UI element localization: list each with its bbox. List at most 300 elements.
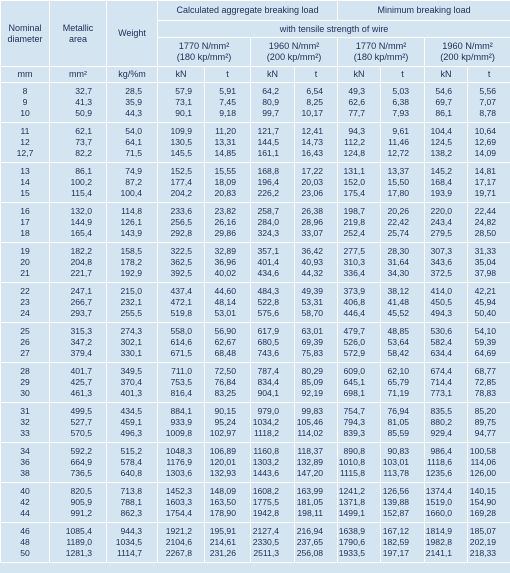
cell-min-1770-t: 126,56: [381, 483, 425, 498]
cell-nominal-diameter: 36: [1, 457, 50, 468]
cell-calc-1960-kn: 434,6: [251, 268, 295, 283]
cell-min-1770-kn: 1115,8: [338, 468, 381, 483]
cell-metallic-area: 182,2: [50, 243, 107, 258]
cell-calc-1770-kn: 57,9: [158, 83, 205, 98]
cell-min-1960-kn: 1519,0: [425, 497, 468, 508]
cell-calc-1770-t: 13,31: [205, 137, 251, 148]
cell-weight: 459,1: [107, 417, 158, 428]
cell-calc-1960-kn: 2330,5: [251, 537, 295, 548]
table-row: [1, 243, 510, 258]
cell-min-1770-kn: 526,0: [338, 337, 381, 348]
cell-nominal-diameter: 10: [1, 108, 50, 123]
cell-nominal-diameter: 33: [1, 428, 50, 443]
cell-metallic-area: 592,2: [50, 443, 107, 458]
cell-min-1960-kn: 530,6: [425, 323, 468, 338]
cell-min-1770-kn: 839,3: [338, 428, 381, 443]
cell-calc-1770-kn: 711,0: [158, 363, 205, 378]
cell-weight: 578,4: [107, 457, 158, 468]
cell-calc-1960-kn: 80,9: [251, 97, 295, 108]
cell-nominal-diameter: 25: [1, 323, 50, 338]
cell-calc-1960-t: 49,39: [295, 283, 338, 298]
cell-metallic-area: 570,5: [50, 428, 107, 443]
cell-min-1770-t: 197,17: [381, 548, 425, 563]
cell-min-1960-kn: 1118,6: [425, 457, 468, 468]
cell-min-1960-kn: 714,4: [425, 377, 468, 388]
cell-calc-1770-t: 26,16: [205, 217, 251, 228]
cell-calc-1960-t: 216,94: [295, 523, 338, 538]
cell-metallic-area: 315,3: [50, 323, 107, 338]
cell-weight: 370,4: [107, 377, 158, 388]
cell-metallic-area: 115,4: [50, 188, 107, 203]
cell-weight: 255,5: [107, 308, 158, 323]
cell-calc-1960-t: 237,65: [295, 537, 338, 548]
cell-calc-1960-t: 23,06: [295, 188, 338, 203]
cell-min-1770-t: 103,01: [381, 457, 425, 468]
cell-min-1770-t: 13,37: [381, 163, 425, 178]
cell-min-1960-t: 12,69: [468, 137, 510, 148]
cell-calc-1960-t: 20,03: [295, 177, 338, 188]
unit-min-1770-kn: kN: [338, 67, 381, 83]
cell-weight: 64,1: [107, 137, 158, 148]
cell-calc-1960-t: 58,70: [295, 308, 338, 323]
cell-nominal-diameter: 15: [1, 188, 50, 203]
cell-weight: 232,1: [107, 297, 158, 308]
cell-calc-1960-kn: 1034,2: [251, 417, 295, 428]
cell-metallic-area: 247,1: [50, 283, 107, 298]
cell-nominal-diameter: 50: [1, 548, 50, 563]
table-row: [1, 337, 510, 348]
cell-calc-1770-t: 163,50: [205, 497, 251, 508]
cell-metallic-area: 401,7: [50, 363, 107, 378]
cell-min-1770-kn: 1010,8: [338, 457, 381, 468]
cell-calc-1960-t: 75,83: [295, 348, 338, 363]
cell-calc-1960-t: 16,43: [295, 148, 338, 163]
table-row: [1, 97, 510, 108]
cell-nominal-diameter: 12: [1, 137, 50, 148]
cell-nominal-diameter: 23: [1, 297, 50, 308]
cell-metallic-area: 41,3: [50, 97, 107, 108]
cell-min-1770-t: 71,19: [381, 388, 425, 403]
table-row: [1, 123, 510, 138]
cell-calc-1770-kn: 519,8: [158, 308, 205, 323]
cell-metallic-area: 499,5: [50, 403, 107, 418]
header-row-groups: [1, 1, 510, 21]
cell-nominal-diameter: 30: [1, 388, 50, 403]
cell-calc-1960-t: 36,42: [295, 243, 338, 258]
cell-nominal-diameter: 9: [1, 97, 50, 108]
cell-metallic-area: 991,2: [50, 508, 107, 523]
cell-calc-1770-t: 44,60: [205, 283, 251, 298]
cell-nominal-diameter: 40: [1, 483, 50, 498]
cell-calc-1960-kn: 834,4: [251, 377, 295, 388]
cell-min-1770-kn: 1241,2: [338, 483, 381, 498]
row-group: [1, 523, 510, 563]
row-group: [1, 163, 510, 203]
cell-min-1960-t: 7,07: [468, 97, 510, 108]
cell-calc-1960-kn: 522,8: [251, 297, 295, 308]
cell-min-1960-kn: 929,4: [425, 428, 468, 443]
cell-calc-1770-t: 23,82: [205, 203, 251, 218]
cell-min-1770-kn: 794,3: [338, 417, 381, 428]
cell-calc-1770-kn: 884,1: [158, 403, 205, 418]
cell-metallic-area: 204,8: [50, 257, 107, 268]
strength-kp-label: (200 kp/mm²): [266, 52, 322, 62]
cell-metallic-area: 293,7: [50, 308, 107, 323]
cell-calc-1770-t: 83,25: [205, 388, 251, 403]
cell-min-1960-t: 50,40: [468, 308, 510, 323]
cell-min-1960-t: 19,71: [468, 188, 510, 203]
cell-calc-1960-kn: 979,0: [251, 403, 295, 418]
cell-calc-1960-t: 40,93: [295, 257, 338, 268]
cell-min-1770-kn: 373,9: [338, 283, 381, 298]
cell-weight: 1034,5: [107, 537, 158, 548]
cell-min-1770-kn: 152,0: [338, 177, 381, 188]
cell-nominal-diameter: 27: [1, 348, 50, 363]
cell-metallic-area: 425,7: [50, 377, 107, 388]
cell-nominal-diameter: 46: [1, 523, 50, 538]
cell-min-1770-t: 15,50: [381, 177, 425, 188]
cell-calc-1960-kn: 196,4: [251, 177, 295, 188]
header-nominal-diameter: [1, 1, 50, 67]
row-group: [1, 403, 510, 443]
cell-calc-1770-t: 214,61: [205, 537, 251, 548]
cell-min-1960-kn: 54,6: [425, 83, 468, 98]
cell-min-1770-t: 31,64: [381, 257, 425, 268]
cell-calc-1960-kn: 680,5: [251, 337, 295, 348]
cell-min-1770-t: 81,05: [381, 417, 425, 428]
cell-calc-1770-t: 90,15: [205, 403, 251, 418]
cell-min-1770-kn: 277,5: [338, 243, 381, 258]
cell-weight: 143,9: [107, 228, 158, 243]
cell-weight: 44,3: [107, 108, 158, 123]
cell-calc-1960-kn: 324,3: [251, 228, 295, 243]
cell-calc-1770-t: 102,97: [205, 428, 251, 443]
cell-metallic-area: 1085,4: [50, 523, 107, 538]
cell-weight: 192,9: [107, 268, 158, 283]
cell-calc-1960-t: 69,39: [295, 337, 338, 348]
cell-nominal-diameter: 8: [1, 83, 50, 98]
strength-si-label: 1960 N/mm²: [442, 41, 493, 51]
cell-min-1770-t: 113,78: [381, 468, 425, 483]
cell-min-1960-t: 35,04: [468, 257, 510, 268]
cell-min-1770-kn: 112,2: [338, 137, 381, 148]
cell-metallic-area: 1189,0: [50, 537, 107, 548]
cell-calc-1770-t: 9,18: [205, 108, 251, 123]
cell-calc-1770-t: 7,45: [205, 97, 251, 108]
cell-min-1770-kn: 645,1: [338, 377, 381, 388]
unit-metallic-area: mm²: [50, 67, 107, 83]
cell-weight: 434,5: [107, 403, 158, 418]
cell-calc-1770-kn: 292,8: [158, 228, 205, 243]
cell-weight: 330,1: [107, 348, 158, 363]
cell-min-1960-t: 89,75: [468, 417, 510, 428]
cell-calc-1960-kn: 1775,5: [251, 497, 295, 508]
cell-min-1960-kn: 372,5: [425, 268, 468, 283]
cell-calc-1770-kn: 1921,2: [158, 523, 205, 538]
cell-calc-1770-t: 95,24: [205, 417, 251, 428]
cell-calc-1770-t: 178,90: [205, 508, 251, 523]
unit-min-1960-kn: kN: [425, 67, 468, 83]
cell-weight: 496,3: [107, 428, 158, 443]
cell-calc-1770-kn: 558,0: [158, 323, 205, 338]
cell-calc-1960-kn: 1118,2: [251, 428, 295, 443]
cell-calc-1960-t: 85,09: [295, 377, 338, 388]
cell-min-1960-kn: 634,4: [425, 348, 468, 363]
cell-min-1770-t: 41,48: [381, 297, 425, 308]
cell-weight: 713,8: [107, 483, 158, 498]
cell-min-1770-t: 152,87: [381, 508, 425, 523]
table-row: [1, 283, 510, 298]
cell-calc-1960-t: 181,05: [295, 497, 338, 508]
cell-min-1770-t: 139,88: [381, 497, 425, 508]
cell-calc-1960-kn: 1160,8: [251, 443, 295, 458]
cell-calc-1960-kn: 617,9: [251, 323, 295, 338]
cell-min-1770-kn: 754,7: [338, 403, 381, 418]
table-row: [1, 257, 510, 268]
cell-calc-1960-kn: 743,6: [251, 348, 295, 363]
cell-min-1960-t: 14,81: [468, 163, 510, 178]
table-row: [1, 388, 510, 403]
cell-calc-1960-t: 147,20: [295, 468, 338, 483]
cell-min-1770-t: 34,30: [381, 268, 425, 283]
cell-min-1960-t: 140,15: [468, 483, 510, 498]
table-row: [1, 483, 510, 498]
cell-weight: 349,5: [107, 363, 158, 378]
cell-min-1770-kn: 609,0: [338, 363, 381, 378]
cell-weight: 640,8: [107, 468, 158, 483]
cell-calc-1770-t: 148,09: [205, 483, 251, 498]
strength-si-label: 1770 N/mm²: [355, 41, 407, 51]
row-group: [1, 323, 510, 363]
cell-min-1960-kn: 1374,4: [425, 483, 468, 498]
cell-calc-1770-t: 11,20: [205, 123, 251, 138]
cell-min-1960-t: 202,19: [468, 537, 510, 548]
cell-weight: 35,9: [107, 97, 158, 108]
cell-calc-1960-kn: 2127,4: [251, 523, 295, 538]
cell-nominal-diameter: 32: [1, 417, 50, 428]
cell-calc-1960-t: 10,17: [295, 108, 338, 123]
cell-calc-1770-kn: 392,5: [158, 268, 205, 283]
row-group: [1, 83, 510, 123]
cell-weight: 100,4: [107, 188, 158, 203]
cell-min-1960-t: 72,85: [468, 377, 510, 388]
header-tensile-strength-note: with tensile strength of wire: [158, 21, 510, 38]
cell-nominal-diameter: 21: [1, 268, 50, 283]
cell-min-1960-t: 85,20: [468, 403, 510, 418]
cell-calc-1770-t: 40,02: [205, 268, 251, 283]
strength-kp-label: (180 kp/mm²): [176, 52, 232, 62]
cell-calc-1770-kn: 1603,3: [158, 497, 205, 508]
cell-min-1960-kn: 880,2: [425, 417, 468, 428]
cell-weight: 788,1: [107, 497, 158, 508]
cell-nominal-diameter: 12,7: [1, 148, 50, 163]
cell-min-1770-t: 17,80: [381, 188, 425, 203]
cell-min-1770-t: 25,74: [381, 228, 425, 243]
cell-min-1960-kn: 168,4: [425, 177, 468, 188]
cell-calc-1960-kn: 575,6: [251, 308, 295, 323]
cell-min-1960-kn: 193,9: [425, 188, 468, 203]
cell-calc-1960-t: 17,22: [295, 163, 338, 178]
header-weight-label: Weight: [118, 28, 146, 38]
cell-calc-1960-kn: 1608,2: [251, 483, 295, 498]
cell-calc-1770-kn: 362,5: [158, 257, 205, 268]
cell-nominal-diameter: 42: [1, 497, 50, 508]
cell-min-1770-kn: 1790,6: [338, 537, 381, 548]
header-strength-calc-1770: [158, 38, 251, 67]
cell-min-1770-t: 182,59: [381, 537, 425, 548]
cell-min-1960-t: 68,77: [468, 363, 510, 378]
cell-calc-1770-kn: 2267,8: [158, 548, 205, 563]
cell-calc-1770-t: 120,01: [205, 457, 251, 468]
cell-weight: 87,2: [107, 177, 158, 188]
table-row: [1, 188, 510, 203]
row-group: [1, 363, 510, 403]
table-row: [1, 417, 510, 428]
cell-metallic-area: 820,5: [50, 483, 107, 498]
cell-weight: 74,9: [107, 163, 158, 178]
cell-min-1770-t: 11,46: [381, 137, 425, 148]
cell-min-1770-t: 7,93: [381, 108, 425, 123]
cell-calc-1960-t: 44,32: [295, 268, 338, 283]
cell-weight: 215,0: [107, 283, 158, 298]
cell-min-1960-t: 17,17: [468, 177, 510, 188]
table-row: [1, 268, 510, 283]
cell-calc-1770-kn: 2104,6: [158, 537, 205, 548]
cell-min-1960-kn: 450,5: [425, 297, 468, 308]
cell-min-1770-t: 12,72: [381, 148, 425, 163]
cell-min-1770-kn: 1371,8: [338, 497, 381, 508]
cell-min-1960-kn: 582,4: [425, 337, 468, 348]
cell-calc-1960-t: 118,37: [295, 443, 338, 458]
cell-min-1960-kn: 307,3: [425, 243, 468, 258]
cell-weight: 71,5: [107, 148, 158, 163]
cell-calc-1960-t: 132,89: [295, 457, 338, 468]
cell-calc-1770-t: 29,86: [205, 228, 251, 243]
cell-nominal-diameter: 11: [1, 123, 50, 138]
cell-calc-1960-kn: 787,4: [251, 363, 295, 378]
cell-nominal-diameter: 48: [1, 537, 50, 548]
cell-weight: 274,3: [107, 323, 158, 338]
cell-min-1960-kn: 343,6: [425, 257, 468, 268]
cell-calc-1960-kn: 121,7: [251, 123, 295, 138]
cell-min-1960-t: 154,90: [468, 497, 510, 508]
cell-weight: 515,2: [107, 443, 158, 458]
row-group: [1, 283, 510, 323]
cell-metallic-area: 221,7: [50, 268, 107, 283]
cell-min-1960-t: 10,64: [468, 123, 510, 138]
cell-calc-1770-kn: 177,4: [158, 177, 205, 188]
cell-calc-1960-kn: 144,5: [251, 137, 295, 148]
table-row: [1, 297, 510, 308]
cell-min-1770-t: 65,79: [381, 377, 425, 388]
cell-min-1770-kn: 1499,1: [338, 508, 381, 523]
cell-min-1960-kn: 86,1: [425, 108, 468, 123]
header-minimum-breaking-load: Minimum breaking load: [338, 1, 510, 21]
cell-nominal-diameter: 24: [1, 308, 50, 323]
table-row: [1, 148, 510, 163]
cell-min-1960-t: 28,50: [468, 228, 510, 243]
cell-nominal-diameter: 20: [1, 257, 50, 268]
cell-min-1960-t: 45,94: [468, 297, 510, 308]
cell-calc-1960-t: 114,02: [295, 428, 338, 443]
cell-metallic-area: 144,9: [50, 217, 107, 228]
header-weight: [107, 1, 158, 67]
cell-calc-1770-kn: 614,6: [158, 337, 205, 348]
cell-metallic-area: 100,2: [50, 177, 107, 188]
table-header: [1, 1, 510, 83]
cell-calc-1960-kn: 484,3: [251, 283, 295, 298]
cell-calc-1960-t: 26,38: [295, 203, 338, 218]
cell-min-1770-kn: 252,4: [338, 228, 381, 243]
cell-metallic-area: 32,7: [50, 83, 107, 98]
row-group: [1, 483, 510, 523]
cell-metallic-area: 461,3: [50, 388, 107, 403]
cell-weight: 158,5: [107, 243, 158, 258]
cell-calc-1770-kn: 1452,3: [158, 483, 205, 498]
cell-calc-1770-t: 53,01: [205, 308, 251, 323]
cell-calc-1960-kn: 357,1: [251, 243, 295, 258]
cell-min-1960-kn: 773,1: [425, 388, 468, 403]
cell-calc-1960-t: 14,73: [295, 137, 338, 148]
cell-metallic-area: 73,7: [50, 137, 107, 148]
cell-metallic-area: 165,4: [50, 228, 107, 243]
header-row-units: [1, 67, 510, 83]
cell-metallic-area: 664,9: [50, 457, 107, 468]
cell-nominal-diameter: 17: [1, 217, 50, 228]
table-row: [1, 137, 510, 148]
cell-min-1960-t: 78,83: [468, 388, 510, 403]
cell-min-1960-t: 54,10: [468, 323, 510, 338]
cell-min-1960-t: 14,09: [468, 148, 510, 163]
cell-metallic-area: 86,1: [50, 163, 107, 178]
cell-calc-1960-t: 163,99: [295, 483, 338, 498]
cell-metallic-area: 379,4: [50, 348, 107, 363]
cell-calc-1770-t: 20,83: [205, 188, 251, 203]
cell-min-1960-kn: 835,5: [425, 403, 468, 418]
cell-min-1770-kn: 1638,9: [338, 523, 381, 538]
cell-min-1770-kn: 175,4: [338, 188, 381, 203]
table-row: [1, 177, 510, 188]
cell-min-1960-kn: 414,0: [425, 283, 468, 298]
cell-calc-1770-kn: 256,5: [158, 217, 205, 228]
cell-metallic-area: 82,2: [50, 148, 107, 163]
cell-min-1770-t: 85,59: [381, 428, 425, 443]
table-row: [1, 497, 510, 508]
table-row: [1, 443, 510, 458]
cell-min-1960-t: 37,98: [468, 268, 510, 283]
cell-calc-1770-t: 18,09: [205, 177, 251, 188]
cell-min-1770-t: 28,30: [381, 243, 425, 258]
cell-calc-1960-kn: 168,8: [251, 163, 295, 178]
table-row: [1, 108, 510, 123]
cell-min-1960-t: 218,33: [468, 548, 510, 563]
cell-min-1960-t: 64,69: [468, 348, 510, 363]
cell-min-1770-t: 45,52: [381, 308, 425, 323]
cell-calc-1770-t: 56,90: [205, 323, 251, 338]
unit-calc-1960-kn: kN: [251, 67, 295, 83]
cell-min-1960-t: 59,39: [468, 337, 510, 348]
row-group: [1, 443, 510, 483]
cell-calc-1770-kn: 90,1: [158, 108, 205, 123]
cell-nominal-diameter: 14: [1, 177, 50, 188]
cell-nominal-diameter: 31: [1, 403, 50, 418]
cell-min-1960-kn: 1982,8: [425, 537, 468, 548]
cell-min-1960-kn: 69,7: [425, 97, 468, 108]
table-row: [1, 163, 510, 178]
cell-nominal-diameter: 28: [1, 363, 50, 378]
cell-min-1960-t: 126,00: [468, 468, 510, 483]
cell-min-1770-kn: 77,7: [338, 108, 381, 123]
